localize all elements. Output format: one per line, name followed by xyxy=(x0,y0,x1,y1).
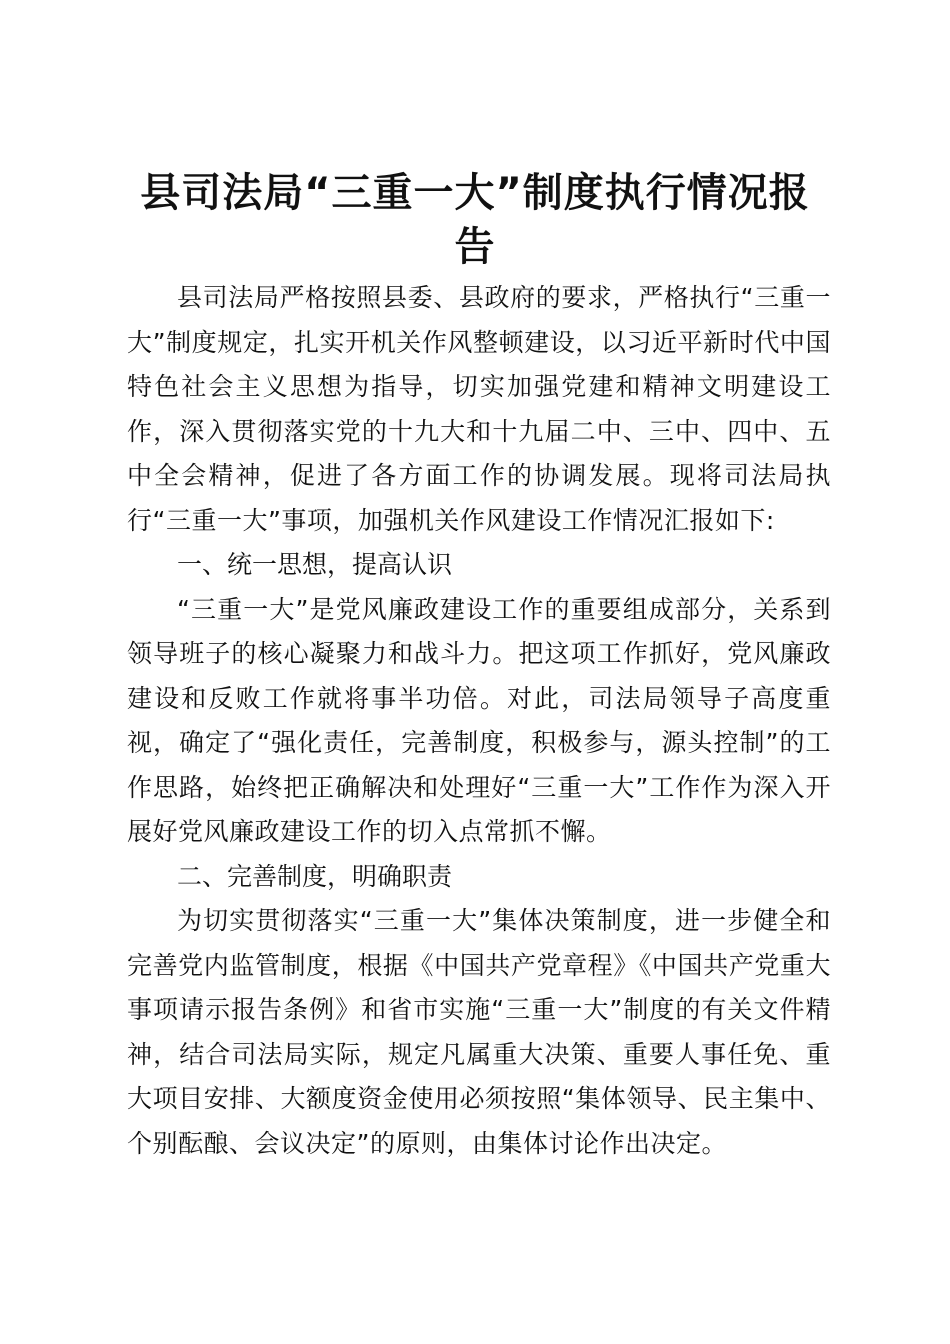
section-heading-2: 二、完善制度，明确职责 xyxy=(177,861,453,891)
section-heading-1: 一、统一思想，提高认识 xyxy=(177,550,453,579)
document-body xyxy=(127,276,831,1166)
section-paragraph-2: 为切实贯彻落实“三重一大”集体决策制度，进一步健全和完善党内监管制度，根据《中国共产党章程》《中国共产党重大事项请示报告条例》和省市实施“三重一大”制度的有关文件精神，结合司法局实际，规定凡属重大决策、重要人事任免、重大项目安排、大额度资金使用必须按照“集体领导、民主集中、个别酝酿、会议决定”的原则，由集体讨论作出决定。 xyxy=(127,906,831,1158)
section-paragraph-1: “三重一大”是党风廉政建设工作的重要组成部分，关系到领导班子的核心凝聚力和战斗力。把这项工作抓好，党风廉政建设和反败工作就将事半功倍。对此，司法局领导子高度重视，确定了“强化责任，完善制度，积极参与，源头控制”的工作思路，始终把正确解决和处理好“三重一大”工作作为深入开展好党风廉政建设工作的切入点常抓不懈。 xyxy=(127,594,831,846)
intro-paragraph: 县司法局严格按照县委、县政府的要求，严格执行“三重一大”制度规定，扎实开机关作风整顿建设，以习近平新时代中国特色社会主义思想为指导，切实加强党建和精神文明建设工作，深入贯彻落实党的十九大和十九届二中、三中、四中、五中全会精神，促进了各方面工作的协调发展。现将司法局执行“三重一大”事项，加强机关作风建设工作情况汇报如下: xyxy=(127,283,831,535)
document-title: 县司法局“三重一大”制度执行情况报告 xyxy=(140,170,810,270)
